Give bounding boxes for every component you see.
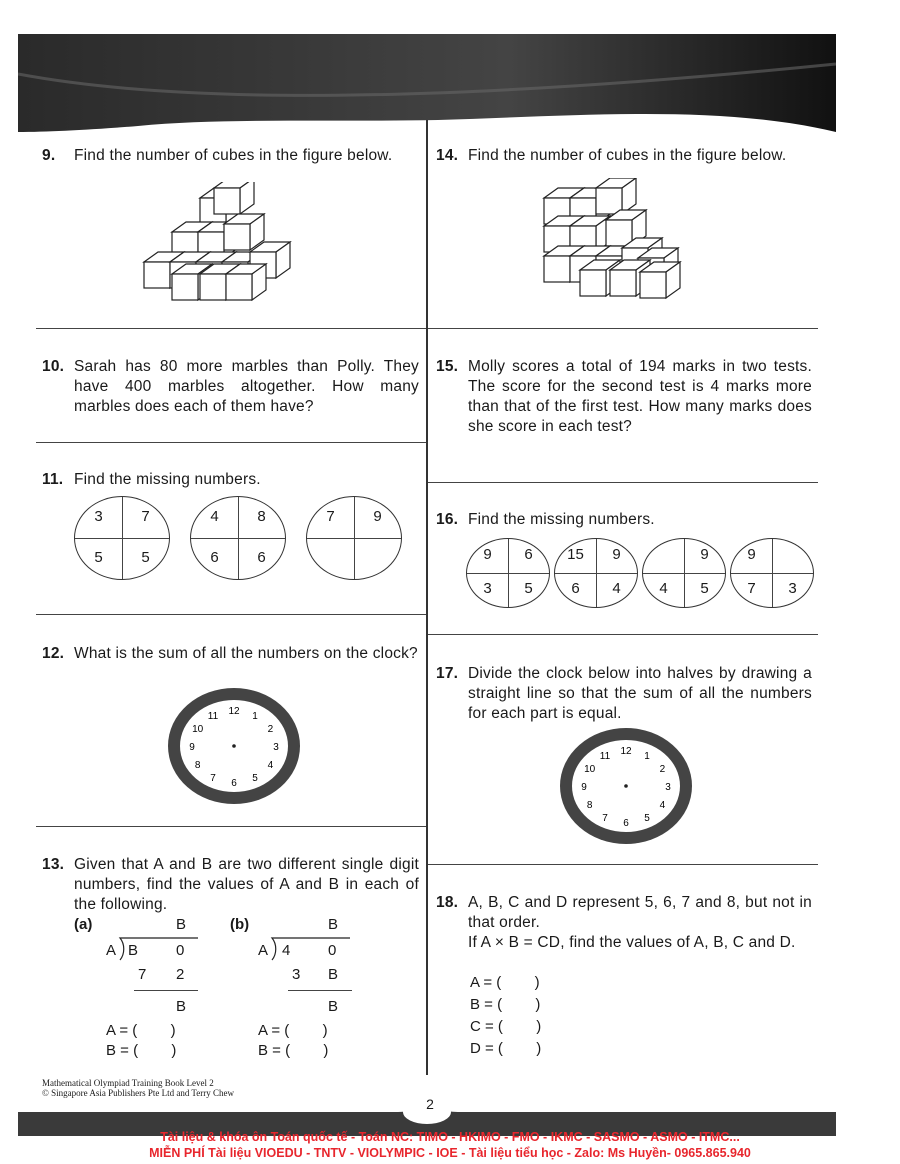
- quotient: B: [176, 916, 187, 933]
- question-11: [42, 470, 422, 490]
- circle-number: 5: [141, 548, 150, 566]
- part-b-label: (b): [230, 916, 250, 933]
- question-13: [42, 855, 422, 915]
- question-number: 10.: [42, 358, 65, 375]
- clock-numeral: 8: [194, 760, 201, 771]
- question-16: [436, 510, 816, 530]
- division-line: [288, 990, 352, 991]
- circle-number: 5: [700, 580, 709, 597]
- circle-number: 3: [483, 580, 492, 597]
- cube: [214, 188, 240, 214]
- long-division-bracket: [268, 936, 352, 962]
- circle-number: 5: [94, 548, 103, 566]
- cube: [144, 262, 170, 288]
- clock-numeral: 12: [228, 706, 240, 717]
- rule: [36, 826, 426, 827]
- cube: [610, 270, 636, 296]
- dividend-digit: B: [128, 942, 139, 959]
- circle-number: 7: [326, 507, 335, 525]
- rule: [36, 328, 426, 329]
- cube: [640, 272, 666, 298]
- number-circle: [306, 496, 402, 580]
- column-divider: [426, 120, 428, 1075]
- clock-numeral: 5: [644, 813, 650, 825]
- circle-number: 9: [747, 546, 756, 563]
- circle-number: 9: [612, 546, 621, 563]
- answer-b: B = ( ): [470, 996, 541, 1013]
- rule: [428, 864, 818, 865]
- circle-number: 6: [257, 548, 266, 566]
- question-text: Find the missing numbers.: [74, 471, 261, 488]
- circle-number: 6: [524, 546, 533, 563]
- number-circle: [74, 496, 170, 580]
- clock-numeral: 4: [267, 760, 274, 771]
- remainder: B: [176, 998, 187, 1015]
- promo-line-2[interactable]: MIỄN PHÍ Tài liệu VIOEDU - TNTV - VIOLYMPIC - IOE - Tài liệu tiểu học - Zalo: Ms Huyền- 0965.865.940: [149, 1146, 751, 1160]
- clock-numeral: 10: [192, 724, 204, 735]
- question-text: Divide the clock below into halves by drawing a straight line so that the sum of all the numbers for each part is equal.: [468, 665, 812, 722]
- question-17: [436, 664, 816, 724]
- clock-numeral: 2: [659, 764, 666, 775]
- number-circle: [190, 496, 286, 580]
- circle-number: 9: [483, 546, 492, 563]
- clock-numeral: 2: [267, 724, 274, 735]
- circle-number: 3: [94, 507, 103, 525]
- answer-b: B = ( ): [258, 1042, 329, 1059]
- rule: [428, 328, 818, 329]
- rule: [428, 482, 818, 483]
- question-text: Find the number of cubes in the figure below.: [74, 147, 393, 164]
- cube: [224, 224, 250, 250]
- question-number: 18.: [436, 894, 459, 911]
- clock-center: [624, 784, 628, 788]
- dividend-digit: 4: [282, 942, 291, 959]
- subtract-digit: B: [328, 966, 339, 983]
- rule: [36, 614, 426, 615]
- clock-face-q17: [556, 726, 696, 846]
- page-number: 2: [426, 1096, 434, 1112]
- answer-a: A = ( ): [258, 1022, 328, 1039]
- question-number: 17.: [436, 665, 459, 682]
- clock-numeral: 6: [231, 778, 237, 789]
- divisor: A: [106, 942, 117, 959]
- question-number: 9.: [42, 147, 56, 164]
- question-text-line2: If A × B = CD, find the values of A, B, C and D.: [468, 934, 796, 951]
- question-10: [42, 357, 422, 417]
- dividend-digit: 0: [328, 942, 337, 959]
- question-15: [436, 357, 816, 457]
- cube-figure-q9: [140, 182, 315, 304]
- answer-a: A = ( ): [470, 974, 540, 991]
- circle-number: 3: [788, 580, 797, 597]
- question-text: Find the missing numbers.: [468, 511, 655, 528]
- question-text: Sarah has 80 more marbles than Polly. They have 400 marbles altogether. How many marbles does each of them have?: [74, 358, 419, 415]
- cube: [596, 188, 622, 214]
- answer-c: C = ( ): [470, 1018, 542, 1035]
- clock-numeral: 12: [620, 746, 632, 757]
- header-banner: [18, 34, 836, 132]
- question-text: Given that A and B are two different single digit numbers, find the values of A and B in each of the following.: [74, 856, 419, 913]
- clock-numeral: 7: [602, 813, 608, 825]
- number-circle: [466, 538, 550, 608]
- book-credit-title: Mathematical Olympiad Training Book Level 2: [42, 1078, 214, 1088]
- clock-numeral: 10: [584, 764, 596, 775]
- question-number: 11.: [42, 471, 64, 488]
- number-circle: [730, 538, 814, 608]
- cube: [200, 274, 226, 300]
- circle-number: 6: [210, 548, 219, 566]
- question-text: What is the sum of all the numbers on the clock?: [74, 645, 418, 662]
- circle-number: 6: [571, 580, 580, 597]
- clock-numeral: 9: [189, 742, 195, 753]
- answer-b: B = ( ): [106, 1042, 177, 1059]
- clock-numeral: 6: [623, 818, 629, 829]
- subtract-digit: 2: [176, 966, 185, 983]
- clock-numeral: 1: [252, 710, 258, 722]
- clock-face-q12: [164, 686, 304, 806]
- answer-a: A = ( ): [106, 1022, 176, 1039]
- question-9: [42, 146, 422, 186]
- rule: [428, 634, 818, 635]
- clock-numeral: 3: [665, 782, 671, 793]
- clock-center: [232, 744, 236, 748]
- circle-number: 9: [700, 546, 709, 563]
- cube: [544, 256, 570, 282]
- quotient: B: [328, 916, 339, 933]
- clock-numeral: 7: [210, 773, 216, 785]
- clock-numeral: 8: [586, 800, 593, 811]
- question-text: Find the number of cubes in the figure below.: [468, 147, 787, 164]
- dividend-digit: 0: [176, 942, 185, 959]
- clock-numeral: 4: [659, 800, 666, 811]
- question-18: [436, 893, 816, 973]
- circle-number: 4: [659, 580, 668, 597]
- cube: [240, 182, 254, 214]
- clock-numeral: 11: [207, 710, 219, 722]
- circle-number: 9: [373, 507, 382, 525]
- circle-number: 5: [524, 580, 533, 597]
- part-a-label: (a): [74, 916, 93, 933]
- circle-number: 4: [210, 507, 219, 525]
- circle-number: 4: [612, 580, 621, 597]
- cube: [580, 270, 606, 296]
- answer-d: D = ( ): [470, 1040, 542, 1057]
- subtract-digit: 3: [292, 966, 301, 983]
- question-number: 12.: [42, 645, 65, 662]
- cube: [226, 274, 252, 300]
- clock-numeral: 11: [599, 750, 611, 762]
- remainder: B: [328, 998, 339, 1015]
- circle-number: 8: [257, 507, 266, 525]
- book-credit-copyright: © Singapore Asia Publishers Pte Ltd and Terry Chew: [42, 1088, 235, 1098]
- clock-numeral: 5: [252, 773, 258, 785]
- promo-line-1[interactable]: Tài liệu & khóa ôn Toán quốc tế - Toán NC: TIMO - HKIMO - FMO - IKMC - SASMO - ASMO - ITMC...: [160, 1130, 740, 1144]
- clock-numeral: 3: [273, 742, 279, 753]
- subtract-digit: 7: [138, 966, 147, 983]
- question-12: [42, 644, 422, 684]
- cube: [172, 274, 198, 300]
- clock-numeral: 1: [644, 750, 650, 762]
- rule: [36, 442, 426, 443]
- cube: [606, 220, 632, 246]
- question-number: 13.: [42, 856, 65, 873]
- divisor: A: [258, 942, 269, 959]
- division-line: [134, 990, 198, 991]
- circle-number: 15: [567, 546, 584, 563]
- clock-numeral: 9: [581, 782, 587, 793]
- question-text-line1: A, B, C and D represent 5, 6, 7 and 8, but not in that order.: [468, 894, 812, 931]
- circle-number: 7: [141, 507, 150, 525]
- number-circle: [554, 538, 638, 608]
- question-number: 14.: [436, 147, 459, 164]
- cube-figure-q14: [536, 178, 711, 306]
- question-number: 15.: [436, 358, 459, 375]
- circle-number: 7: [747, 580, 756, 597]
- question-number: 16.: [436, 511, 459, 528]
- question-text: Molly scores a total of 194 marks in two tests. The score for the second test is 4 marks more than that of the first test. How many marks does she score in each test?: [468, 358, 812, 435]
- number-circle: [642, 538, 726, 608]
